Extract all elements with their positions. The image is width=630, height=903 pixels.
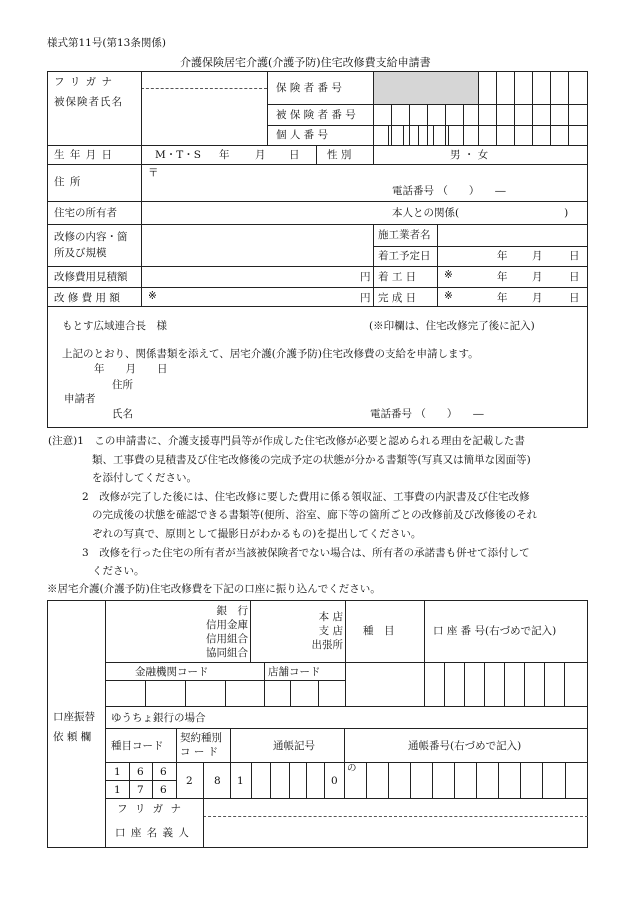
content-label-1: 改修の内容・箇	[54, 231, 128, 243]
seal-note: (※印欄は、住宅改修完了後に記入)	[369, 320, 535, 332]
transfer-label-1: 口座振替	[53, 711, 95, 723]
yucho-label: ゆうちょ銀行の場合	[111, 712, 206, 724]
account-holder-label: 口 座 名 義 人	[115, 827, 190, 839]
passbook-symbol-label: 通帳記号	[273, 740, 315, 752]
kind-label: 種 目	[363, 625, 395, 637]
account-number-label: 口 座 番 号(右づめで記入)	[433, 625, 557, 637]
relation-label: 本人との関係( )	[392, 207, 569, 219]
address-label: 住 所	[54, 176, 82, 188]
account-holder-field[interactable]	[204, 817, 587, 847]
declaration-name: 氏名	[112, 408, 133, 420]
dob-era[interactable]: M・T・S	[155, 149, 201, 161]
holder-furigana-label: フ リ ガ ナ	[117, 803, 184, 815]
actual-cost-label: 改 修 費 用 額	[54, 292, 120, 304]
address-phone: 電話番号 （ ） ―	[392, 185, 506, 197]
applicant-label: 申請者	[64, 393, 96, 405]
furigana-label: フ リ ガ ナ	[54, 76, 114, 88]
sex-options[interactable]: 男 ・ 女	[450, 149, 489, 161]
passbook-number-label: 通帳番号(右づめで記入)	[408, 740, 522, 752]
transfer-label-2: 依 頼 欄	[53, 731, 92, 743]
contract-label-1: 契約種別	[180, 732, 222, 744]
sex-label: 性 別	[327, 149, 352, 161]
notes: (注意)1 この申請書に、介護支援専門員等が作成した住宅改修が必要と認められる理由を記載した書 類、工事費の見積書及び住宅改修後の完成予定の状態が分かる書類等(写真又は簡単な図面等) を添付してください。 2 改修が完了した後には、住宅改修に要した費用に係る領収証、工事費の内訳書及び住宅改修 の完成後の状態を確認できる書類等(便所、浴室、廊下等の箇所ごとの改修前及び改修後のそれ ぞれの写真で、原則として撮影日がわかるもの)を提出してください。 3 改修を行った住宅の所有者が当該被保険者でない場合は、所有者の承諾書も併せて添付して ください。	[48, 435, 538, 578]
addressee: もとす広域連合長 様	[62, 320, 167, 332]
branch-code-label: 店舗コード	[268, 666, 321, 678]
insured-name-field[interactable]	[142, 89, 266, 144]
content-label-2: 所及び規模	[54, 247, 107, 259]
bank-intro: ※居宅介護(介護予防)住宅改修費を下記の口座に振り込んでください。	[47, 583, 381, 595]
address-field[interactable]	[142, 165, 587, 200]
bank-type-list: 銀 行 信用金庫 信用組合 協同組合	[206, 605, 248, 659]
start-plan-label: 着工予定日	[378, 250, 431, 262]
owner-label: 住宅の所有者	[54, 207, 117, 219]
personal-number-label: 個 人 番 号	[276, 129, 329, 141]
estimate-label: 改修費用見積額	[54, 271, 128, 283]
institution-code-label: 金融機関コード	[135, 666, 209, 678]
form-title: 介護保険居宅介護(介護予防)住宅改修費支給申請書	[180, 56, 431, 69]
kind-code-label: 種目コード	[111, 740, 164, 752]
insured-number-label: 被 保 険 者 番 号	[276, 109, 356, 121]
branch-type-list: 本 店 支 店 出張所	[311, 611, 343, 651]
contract-label-2: コ ー ド	[180, 746, 219, 758]
insurer-number-shade	[374, 72, 478, 104]
contractor-label: 施工業者名	[378, 229, 431, 241]
form-number: 様式第11号(第13条関係)	[47, 37, 166, 49]
declaration-phone: 電話番号 （ ） ―	[370, 408, 484, 420]
declaration-address: 住所	[112, 379, 133, 391]
start-label: 着 工 日	[378, 271, 417, 283]
complete-label: 完 成 日	[378, 292, 417, 304]
dob-label: 生 年 月 日	[54, 149, 114, 161]
insured-name-label: 被保険者氏名	[54, 96, 123, 108]
declaration-statement: 上記のとおり、関係書類を添えて、居宅介護(介護予防)住宅改修費の支給を申請します。	[62, 348, 479, 360]
postal-mark: 〒	[148, 167, 159, 179]
declaration-date: 年 月 日	[94, 363, 168, 375]
insurer-number-label: 保 険 者 番 号	[276, 82, 342, 94]
